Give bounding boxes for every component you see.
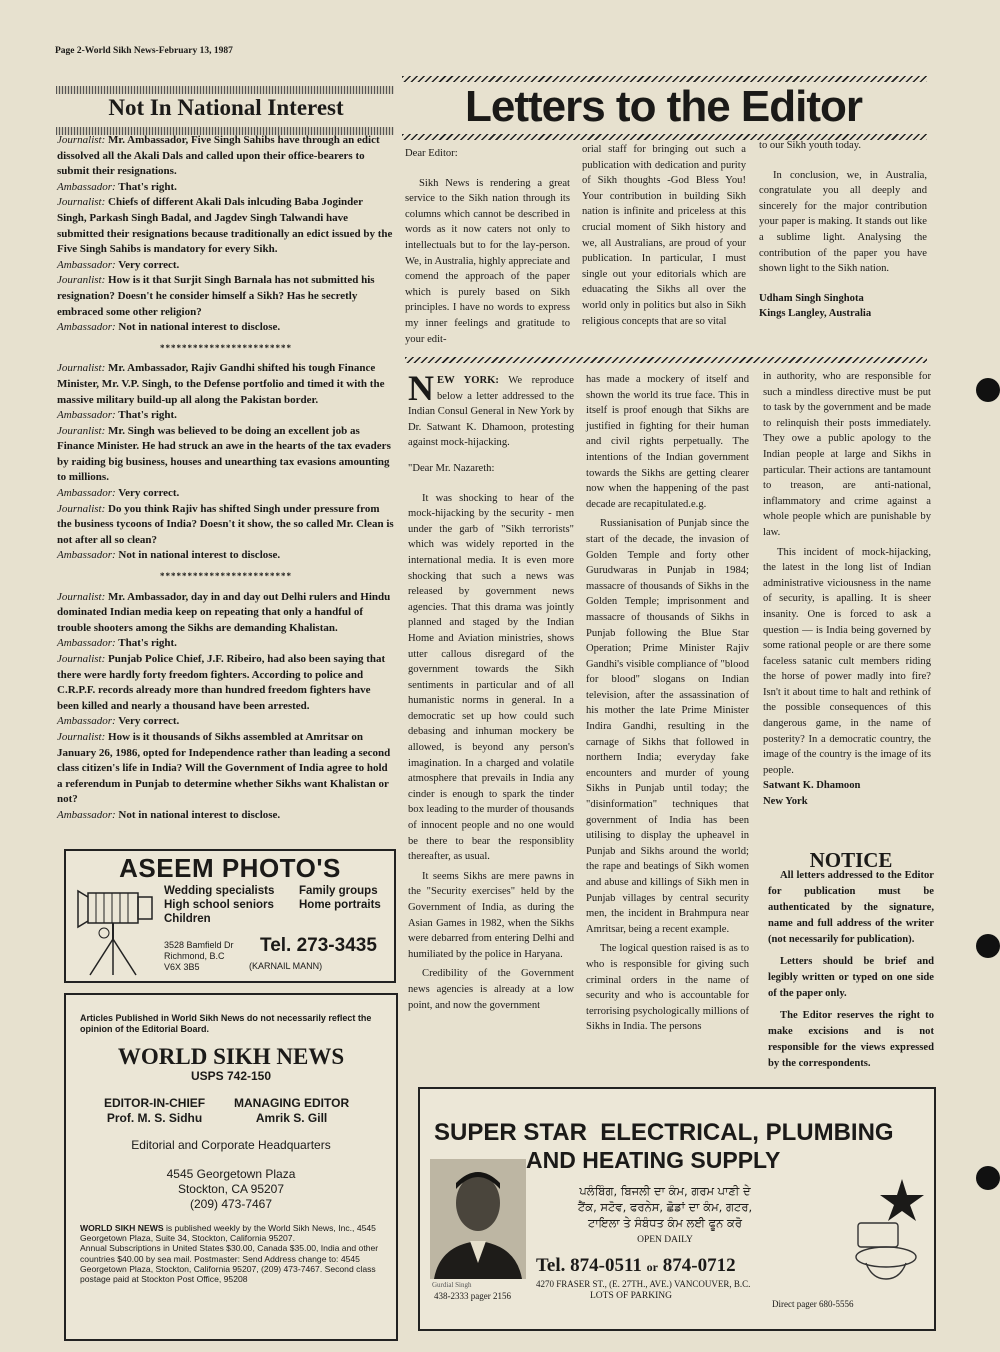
- eic-name: Prof. M. S. Sidhu: [106, 1111, 203, 1125]
- journalist-question: [57, 652, 395, 714]
- speaker-label: Ambassador:: [57, 258, 116, 271]
- masthead-name: WORLD SIKH NEWS: [117, 1044, 345, 1069]
- interview-body: [57, 133, 395, 824]
- speaker-label: Jouranlist:: [57, 424, 106, 437]
- column-title: Not In National Interest: [108, 95, 344, 120]
- parking: LOTS OF PARKING: [590, 1291, 672, 1301]
- speaker-label: Journalist:: [57, 653, 106, 665]
- masthead-usps: USPS 742-150: [190, 1069, 272, 1083]
- journalist-question: [57, 361, 395, 408]
- notice-para: The Editor reserves the right to make excisions and is not responsible for the views expressed by the correspondents.: [768, 1010, 934, 1069]
- ad-service: Children: [164, 913, 211, 925]
- ad-title-line2: AND HEATING SUPPLY: [526, 1147, 781, 1173]
- journalist-question: [57, 273, 395, 320]
- speaker-label: Ambassador:: [57, 180, 116, 193]
- aseem-photo-ad: [64, 849, 396, 983]
- ny-para: has made a mockery of itself and shown the world its true face. This in itself is proof enough that Sikhs are justified in fighting for their human and civil rights perpetually. The intentions of the Indian government towards the Sikhs are getting clearer now when the happening of the past decade are recapitulated.e.g.: [586, 374, 749, 510]
- ambassador-answer: [57, 408, 395, 424]
- ambassador-answer: [57, 808, 395, 824]
- ad-address: 4270 FRASER ST., (E. 27TH., AVE.) VANCOUVER, B.C.: [536, 1279, 751, 1289]
- star-toilet-illustration: [852, 1179, 928, 1283]
- letter-para: orial staff for bringing out such a publication with dedication and purity of Sikh thoughts -God Bless You! Your contribution in building Sikh nation is infinite and priceless at this crucial moment of Sikh history and we, all Australians, are proud of your publication. In particular, I must single out your editorials which are eduacating the Sikhs all over the world only in politics but also in Sikh religious concepts that are so vital: [582, 144, 746, 327]
- speaker-label: Ambassador:: [57, 487, 116, 500]
- speaker-label: Ambassador:: [57, 715, 116, 728]
- pager-left: 438-2333 pager 2156: [434, 1291, 511, 1301]
- speaker-text: Do you think Rajiv has shifted Singh under pressure from the business tycoons of India? Doesn't it show, the so called Mr. Clean is not after all so clean?: [57, 502, 394, 546]
- speaker-text: Very correct.: [118, 258, 180, 271]
- speaker-text: How is it that Surjit Singh Barnala has not submitted his resignation? Doesn't he consider himself a Sikh? Has he secretly embraced some other religion?: [57, 274, 375, 318]
- journalist-question: [57, 730, 395, 808]
- letters-title: Letters to the Editor: [464, 82, 863, 131]
- ny-para: This incident of mock-hijacking, the latest in the long list of Indian administrative viciousness in the name of security, is apalling. It is sheer insanity. One is forced to ask a question — is India being governed by some rational people or are there some faceless satanic cult members riding the horse of power madly into fire? Isn't it about time to halt and rethink of the possible consequences of this dangerous game, in the name of posterity? In a democratic country, the image of the country is the image of its people.: [763, 546, 931, 776]
- pager-right: Direct pager 680-5556: [772, 1299, 854, 1309]
- letter-col-3: [759, 138, 927, 322]
- eic-label: EDITOR-IN-CHIEF: [104, 1096, 206, 1110]
- masthead-small-print: [80, 1223, 388, 1284]
- small-print: Annual Subscriptions in United States $30.00, Canada $35.00, India and other countries $40.00 by sea mail. Postmaster: Send Address change to: 4545 Georgetown Plaza, Stockton, California 95207, (209) 473-7467. Second class postage paid at Stockton Post Office, 95208: [80, 1243, 379, 1285]
- star-divider: ************************: [160, 571, 292, 582]
- managing-editor: [234, 1096, 349, 1126]
- me-name: Amrik S. Gill: [255, 1111, 328, 1125]
- ad-phone: [536, 1255, 736, 1277]
- camera-icon: [76, 883, 162, 977]
- ambassador-answer: [57, 636, 395, 652]
- letter-col-2: [582, 142, 746, 333]
- ad-service: Wedding specialists: [164, 885, 275, 897]
- ad-services-right: [299, 884, 381, 912]
- journalist-question: [57, 502, 395, 549]
- ad-service: High school seniors: [164, 899, 274, 911]
- ny-col-3: [763, 369, 931, 810]
- speaker-text: That's right.: [118, 637, 177, 650]
- ad-service: Family groups: [299, 885, 378, 897]
- ad-address-line: V6X 3B5: [164, 962, 200, 972]
- speaker-text: Mr. Ambassador, Rajiv Gandhi shifted his tough Finance Minister, Mr. V.P. Singh, to the Defense portfolio and timed it with the massive military build-up all along the Pakistan border.: [57, 362, 385, 406]
- open-daily: OPEN DAILY: [637, 1235, 693, 1245]
- ambassador-answer: [57, 180, 395, 196]
- ad-service: Home portraits: [299, 899, 381, 911]
- phone-1: Tel. 874-0511: [536, 1255, 642, 1276]
- punjabi-line: ਪਲੰਬਿੰਗ, ਬਿਜਲੀ ਦਾ ਕੰਮ, ਗਰਮ ਪਾਣੀ ਦੇ: [579, 1184, 751, 1198]
- ny-salutation: "Dear Mr. Nazareth:: [408, 462, 495, 474]
- journalist-question: [57, 424, 395, 486]
- hatch-rule-top: [56, 86, 394, 94]
- ny-signature: Satwant K. Dhamoon: [763, 780, 861, 792]
- punjabi-services: [550, 1183, 780, 1231]
- journalist-question: [57, 590, 395, 637]
- ad-title: ASEEM PHOTO'S: [119, 853, 341, 883]
- ambassador-answer: [57, 258, 395, 274]
- ny-para: It seems Sikhs are mere pawns in the "Security exercises" held by the Government of India, as during the Asian Games in 1982, when the Sikhs were debarred from entering Delhi and humiliated by the police in Haryana.: [408, 870, 574, 960]
- speaker-label: Journalist:: [57, 502, 106, 515]
- speaker-text: Not in national interest to disclose.: [118, 321, 281, 334]
- letter-signature: Udham Singh Singhota: [759, 292, 864, 304]
- letter-para: In conclusion, we, in Australia, congratulate you all deeply and sincerely for the major contribution your paper is making. It stands out like a sublime light. Analysing the contribution of the paper you have shown light to the Sikh nation.: [759, 169, 927, 275]
- phone-2: 874-0712: [662, 1255, 736, 1276]
- letter-col-1: [405, 146, 570, 351]
- photo-caption: Gurdial Singh: [432, 1281, 472, 1289]
- speaker-text: Not in national interest to disclose.: [118, 549, 281, 562]
- speaker-text: Mr. Ambassador, Five Singh Sahibs have through an edict dissolved all the Akali Dals and called upon their office-bearers to submit their resignations.: [57, 134, 380, 178]
- ad-phone: Tel. 273-3435: [260, 935, 377, 956]
- speaker-label: Journalist:: [57, 590, 106, 603]
- ad-title-line1: SUPER STAR ELECTRICAL, PLUMBING: [434, 1119, 894, 1146]
- speaker-text: Chiefs of different Akali Dals inlcuding Baba Joginder Singh, Parkash Singh Badal, and Jagdev Singh Talwandi have submitted their resignations because traditionally an edict issued by the Five Singh Sahibs is mandatory for every Sikh.: [57, 196, 393, 256]
- speaker-label: Ambassador:: [57, 549, 116, 562]
- ad-contact: (KARNAIL MANN): [249, 961, 323, 971]
- hq-address-line: (209) 473-7467: [189, 1197, 273, 1211]
- speaker-text: Punjab Police Chief, J.F. Ribeiro, had also been saying that there were hardly forty freedom fighters. According to police and C.R.P.F. records already more than hundred freedom fighters have been killed and nearly a thousand have been arrested.: [57, 653, 386, 712]
- notice-box: [768, 848, 934, 1078]
- ny-para: Credibility of the Government news agencies is already at a low point, and now the government: [408, 968, 574, 1011]
- me-label: MANAGING EDITOR: [234, 1096, 350, 1110]
- small-print-bold: WORLD SIKH NEWS: [80, 1223, 164, 1233]
- hq-address: [66, 1167, 396, 1212]
- punjabi-line: ਟਾਇਲਾ ਤੇ ਸੰਬੰਧਤ ਕੰਮ ਲਈ ਫੂਨ ਕਰੋ: [588, 1216, 742, 1230]
- notice-title: NOTICE: [809, 848, 893, 872]
- journalist-question: [57, 133, 395, 180]
- letter-para: Sikh News is rendering a great service to the Sikh nation through its columns which cannot be described in words as it now caters not only to intellectuals but to for the lay-person. We, in Australia, highly appreciate and comend the approach of the paper which is purely based on Sikh principles. I have no words to express my inner feelings and gratitude to your edit-: [405, 177, 570, 345]
- speaker-label: Ambassador:: [57, 637, 116, 650]
- notice-para: Letters should be brief and legibly written or typed on one side of the paper only.: [768, 956, 934, 999]
- star-divider: ************************: [160, 342, 292, 353]
- ambassador-answer: [57, 320, 395, 336]
- binder-hole: [976, 934, 1000, 958]
- speaker-text: Mr. Ambassador, day in and day out Delhi rulers and Hindu dominated Indian media keep on repeating that only a handful of trouble shooters among the Sikhs are demanding Khalistan.: [57, 590, 391, 634]
- binder-hole: [976, 378, 1000, 402]
- super-star-ad: [418, 1087, 936, 1331]
- page-folio: Page 2-World Sikh News-February 13, 1987: [55, 46, 233, 56]
- speaker-text: Very correct.: [118, 715, 180, 728]
- phone-or: or: [646, 1260, 658, 1274]
- portrait-photo: [430, 1159, 526, 1279]
- speaker-text: That's right.: [118, 409, 177, 422]
- ambassador-answer: [57, 548, 395, 564]
- ny-para: Russianisation of Punjab since the start of the decade, the invasion of Golden Temple and forty other Gurudwaras in Punjab in 1984; massacre of thousands of Sikhs in the Golden Temple; imprisonment and massacre of thousands of Sikhs in Punjab following the Blue Star Operation; Prime Minister Rajiv Gandhi's visible compliance of "blood for blood" slogans on Indian television, after the assassination of his mother the late Prime Minister Indira Gandhi, resulting in the carnage of Sikhs that followed in northern India; everyday fake encounters and murder of young Sikhs in Punjab until today; the "disinformation" techniques that government of India has been utilising to display the upheavel in Punjab and Sikhs around the world; the rape and beatings of Sikh women and abuse and killings of Sikh men in Punjab villages by central security men, the incident in Brahmpura near Amritsar, being a recent example.: [586, 518, 749, 935]
- ny-para: The logical question raised is as to who is responsible for giving such criminal orders in the name of security and who is accountable for terrorising psychologically millions of Sikhs in India. The persons: [586, 943, 749, 1033]
- ambassador-answer: [57, 486, 395, 502]
- ny-para: It was shocking to hear of the mock-hijacking by the security - men under the garb of "Sikh terrorists" which was widely reported in the international media. It is even more shocking that such a news was released by government news agencies. That this drama was jointly planned and staged by the Indian Home and Aviation ministries, shows utter callous disregard of the government towards the Sikh sentiments in particular and of all humanistic norms in general. In a democratic set up how could such debasing and inhuman mockery be allowed, is beyond any person's imagination. In a charged and volatile atmosphere that prevails in India any cinder is enough to spark the tinder box leading to the murder of thousands of innocent people and no one would be there to bear the responsiblity thereafter, as usual.: [408, 492, 574, 863]
- drop-cap: N: [408, 368, 434, 408]
- ny-col-2: [586, 372, 749, 1039]
- letter-salutation: Dear Editor:: [405, 148, 458, 159]
- ny-signature-place: New York: [763, 796, 808, 808]
- speaker-label: Ambassador:: [57, 808, 116, 821]
- ambassador-answer: [57, 714, 395, 730]
- speaker-text: Very correct.: [118, 487, 180, 500]
- speaker-label: Journalist:: [57, 134, 106, 146]
- letter-signature-place: Kings Langley, Australia: [759, 308, 872, 320]
- hq-address-line: Stockton, CA 95207: [177, 1182, 285, 1196]
- notice-para: All letters addressed to the Editor for publication must be authenticated by the signature, name and full address of the writer (not necessarily for publication).: [768, 870, 934, 945]
- speaker-label: Jouranlist:: [57, 274, 106, 287]
- ad-address-line: Richmond, B.C: [164, 951, 225, 961]
- speaker-text: How is it thousands of Sikhs assembled at Amritsar on January 26, 1986, opted for Independence rather than leading a second class citizen's life in India? Will the Government of India agree to hold a referendum in Punjab to determine whether Sikhs want Khalistan or not?: [57, 730, 391, 806]
- punjabi-line: ਟੈਂਕ, ਸਟੋਵ, ਫਰਨੇਸ, ਛੋਡਾਂ ਦਾ ਕੰਮ, ਗਟਰ,: [577, 1200, 753, 1214]
- speaker-label: Journalist:: [57, 362, 106, 375]
- wavy-rule-mid: [405, 357, 927, 363]
- ny-para: in authority, who are responsible for such a mindless directive must be put to task by the government and be made to relinquish their posts immediately. They owe a public apology to the Indian people at large and Sikhs in particular. Their actions are tantamount to treason, are anti-national, inflammatory and crime against a whole people which are punishable by law.: [763, 371, 931, 538]
- ny-col-1: [408, 368, 574, 1017]
- speaker-text: Not in national interest to disclose.: [118, 808, 281, 821]
- letter-para: to our Sikh youth today.: [759, 140, 862, 151]
- journalist-question: [57, 195, 395, 257]
- speaker-label: Journalist:: [57, 196, 106, 209]
- masthead-box: [64, 993, 398, 1341]
- lead-text: We reproduce below a letter addressed to the Indian Consul General in New York by Dr. Satwant K. Dhamoon, protesting against mock-hijacking.: [408, 375, 574, 449]
- ad-services-left: [164, 884, 274, 926]
- hq-address-line: 4545 Georgetown Plaza: [166, 1167, 296, 1181]
- speaker-text: Mr. Singh was believed to be doing an excellent job as Finance Minister. He had struck an awe in the hearts of the tax evaders by raiding big business, houses and unearthing tax evasions amounting to millions.: [57, 424, 391, 484]
- hq-label: Editorial and Corporate Headquarters: [131, 1138, 331, 1152]
- masthead-disclaimer: Articles Published in World Sikh News do not necessarily reflect the opinion of the Editorial Board.: [80, 1013, 372, 1034]
- ad-address-line: 3528 Bamfield Dr: [164, 940, 234, 950]
- speaker-label: Ambassador:: [57, 409, 116, 422]
- small-print: is published weekly by the World Sikh News, Inc., 4545 Georgetown Plaza, Suite 34, Stockton, California 95207.: [80, 1223, 376, 1244]
- speaker-label: Ambassador:: [57, 321, 116, 334]
- dateline: EW YORK:: [437, 375, 499, 386]
- speaker-text: That's right.: [118, 180, 177, 193]
- speaker-label: Journalist:: [57, 730, 106, 743]
- editor-in-chief: [104, 1096, 205, 1126]
- ad-address: [164, 940, 234, 973]
- binder-hole: [976, 1166, 1000, 1190]
